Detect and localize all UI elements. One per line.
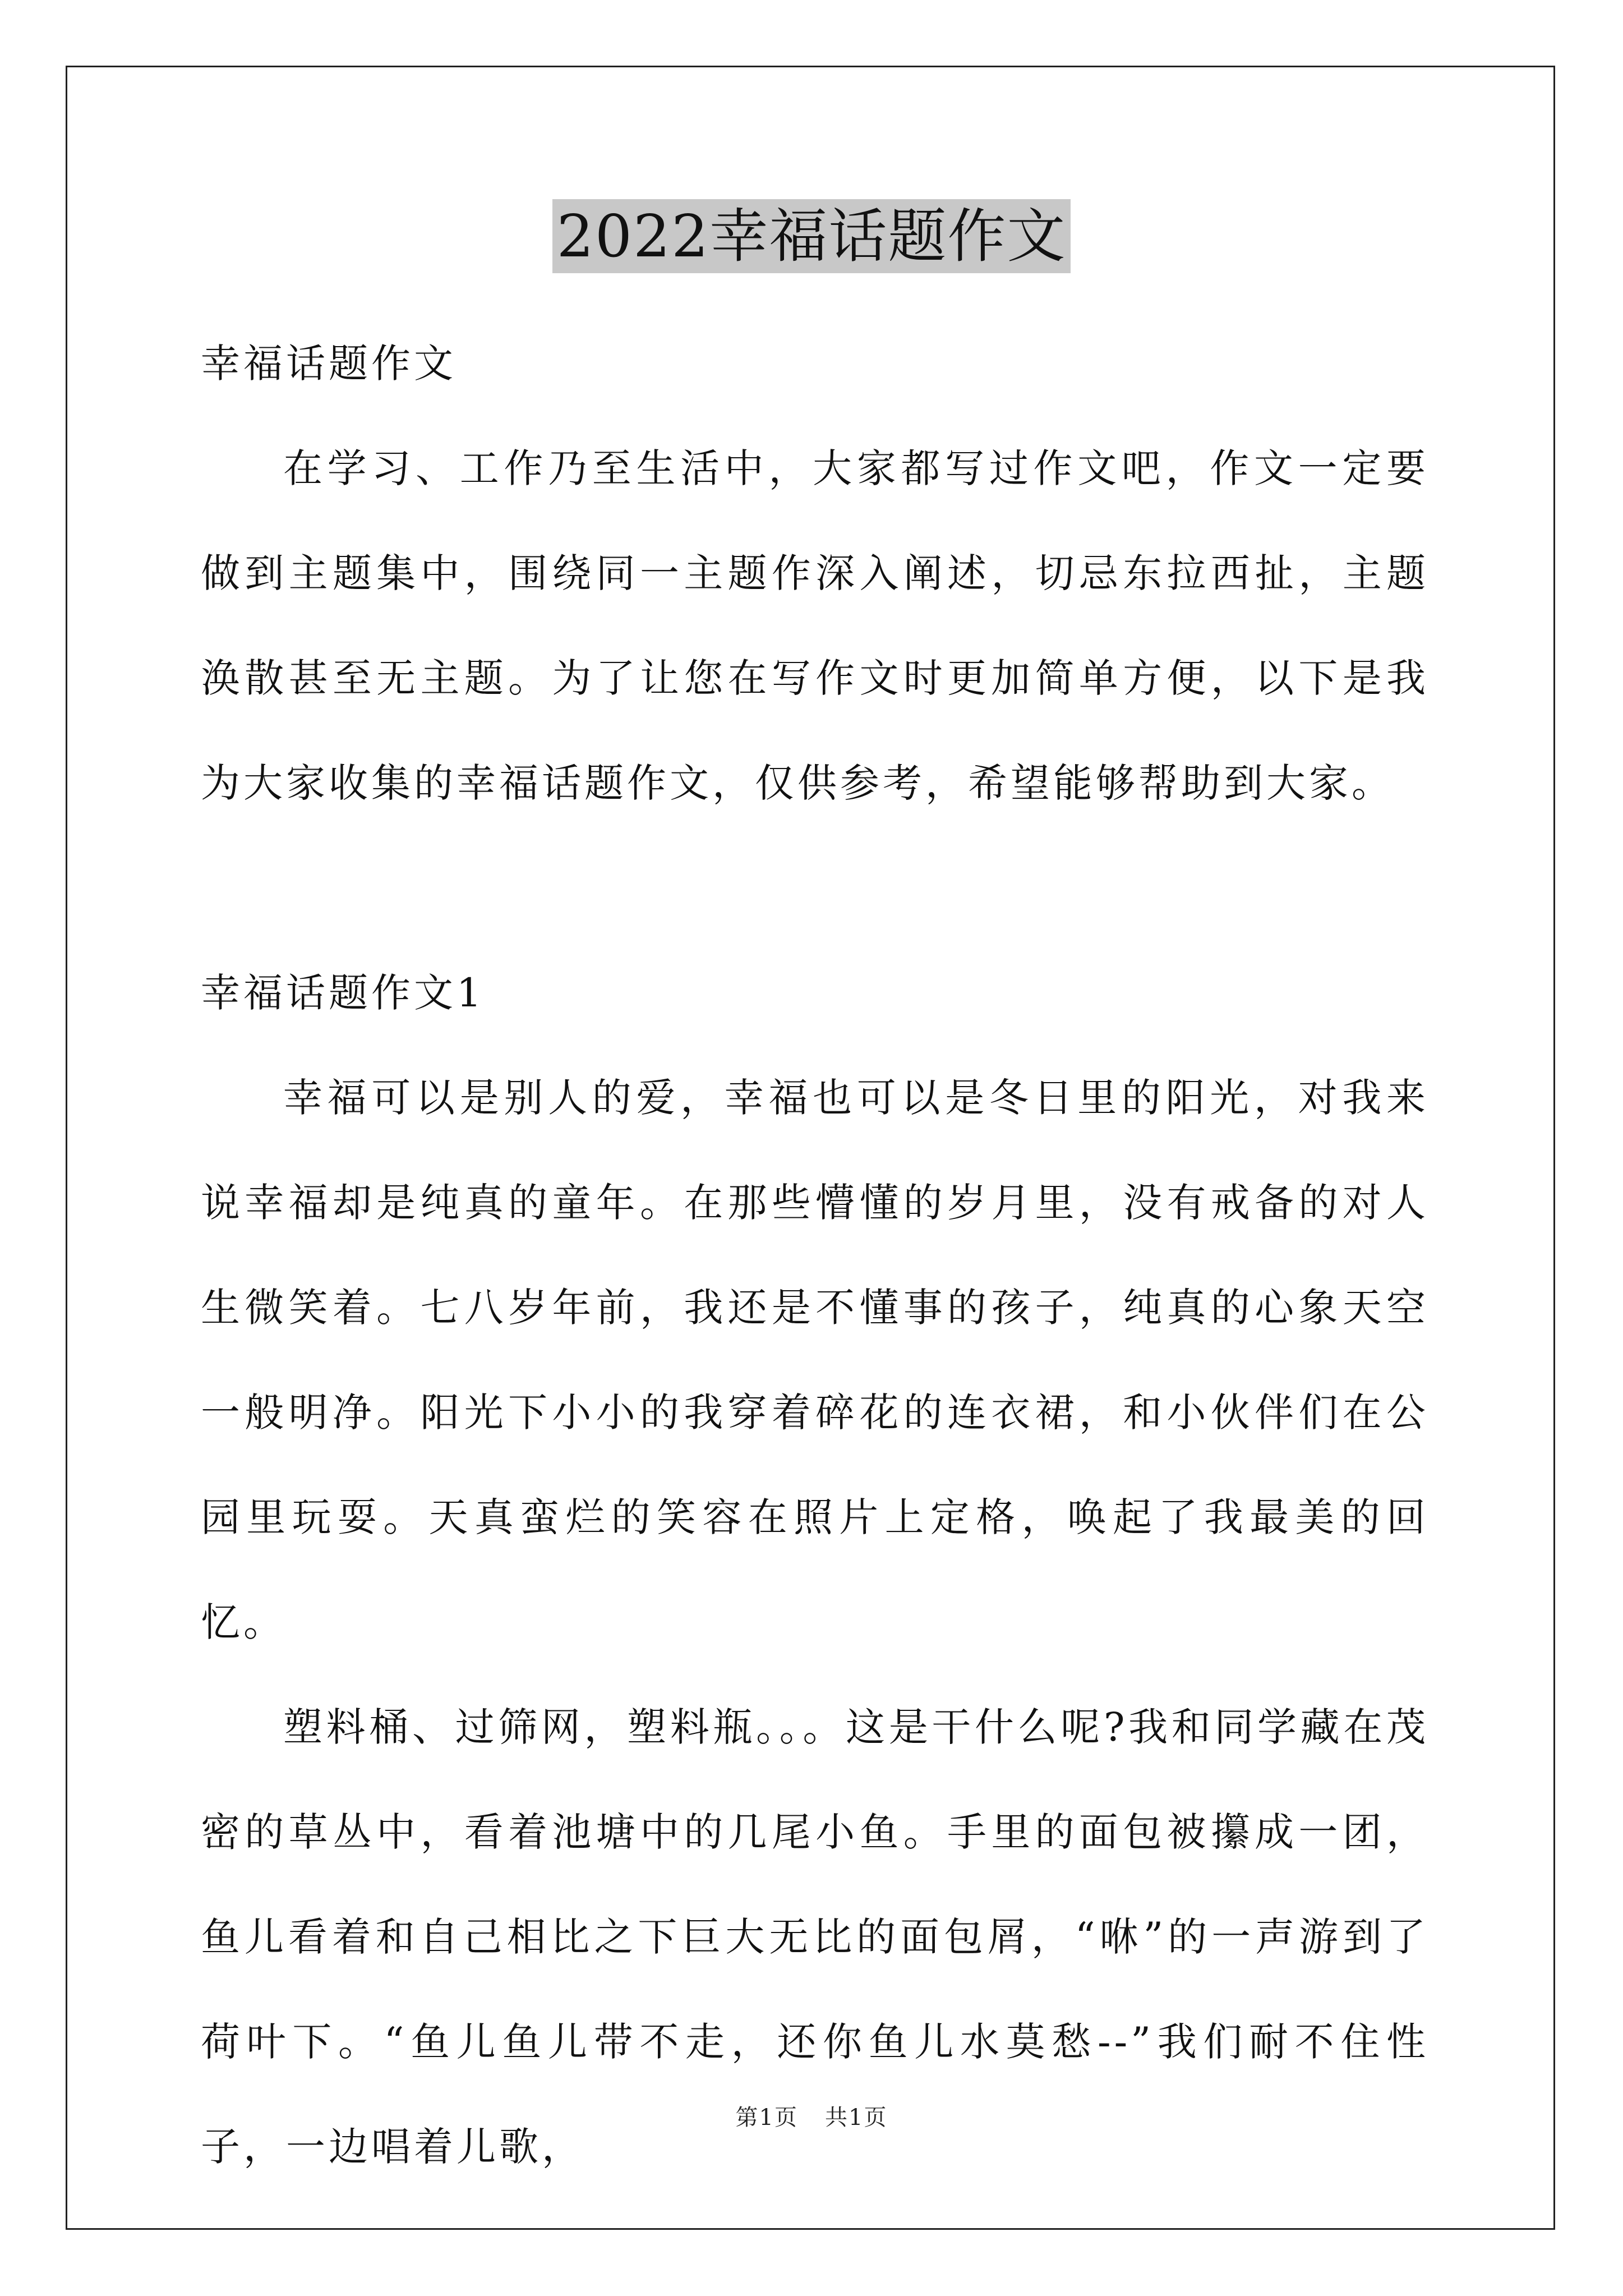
document-body — [201, 311, 1429, 2200]
document-subtitle: 幸福话题作文 — [201, 341, 457, 386]
intro-paragraph: 在学习、工作乃至生活中，大家都写过作文吧，作文一定要做到主题集中，围绕同一主题作深入阐述，切忌东拉西扯，主题涣散甚至无主题。为了让您在写作文时更加简单方便，以下是我为大家收集的幸福话题作文，仅供参考，希望能够帮助到大家。 — [201, 445, 1429, 806]
page-footer — [0, 2101, 1623, 2134]
body-paragraph-2: 塑料桶、过筛网，塑料瓶。。。这是干什么呢?我和同学藏在茂密的草丛中，看着池塘中的几尾小鱼。手里的面包被攥成一团，鱼儿看着和自己相比之下巨大无比的面包屑，“咻”的一声游到了荷叶下。“鱼儿鱼儿带不走，还你鱼儿水莫愁--”我们耐不住性子，一边唱着儿歌， — [201, 1704, 1429, 2170]
section-heading: 幸福话题作文1 — [201, 970, 485, 1016]
page-total: 共1页 — [825, 2105, 888, 2131]
document-title: 2022幸福话题作文 — [552, 199, 1071, 273]
page-number: 第1页 — [735, 2105, 798, 2131]
body-paragraph-1: 幸福可以是别人的爱，幸福也可以是冬日里的阳光，对我来说幸福却是纯真的童年。在那些懵懂的岁月里，没有戒备的对人生微笑着。七八岁年前，我还是不懂事的孩子，纯真的心象天空一般明净。阳光下小小的我穿着碎花的连衣裙，和小伙伴们在公园里玩耍。天真蛮烂的笑容在照片上定格，唤起了我最美的回忆。 — [201, 1075, 1429, 1645]
title-container — [0, 199, 1623, 273]
